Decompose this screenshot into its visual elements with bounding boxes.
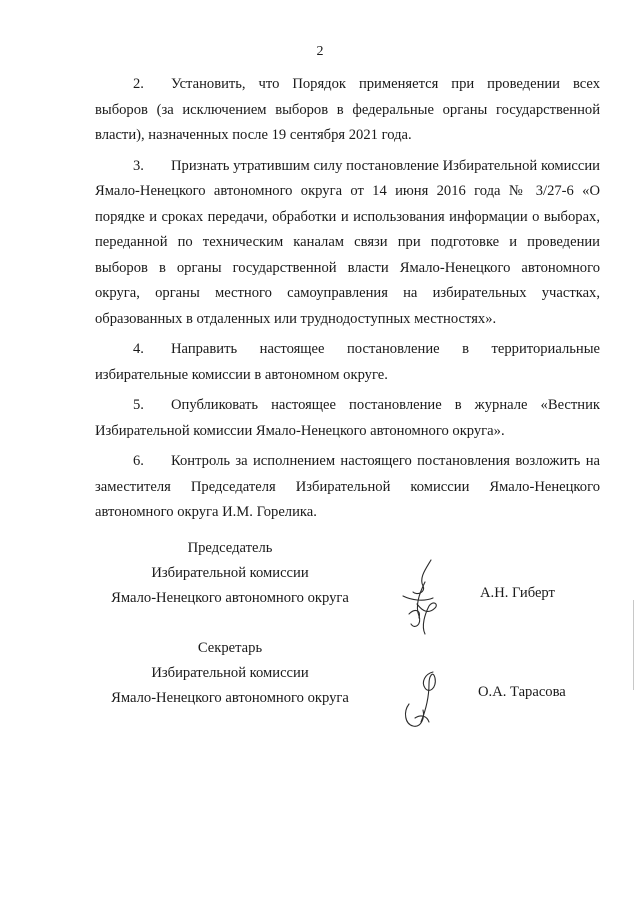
secretary-title-line1: Секретарь [197,640,263,656]
secretary-name: О.А. Тарасова [478,684,566,700]
paragraph-6 [95,449,600,526]
paragraph-text: Признать утратившим силу постановление Избирательной комиссии Ямало-Ненецкого автономного округа от 14 июня 2016 года № 3/27-6 «О порядке и сроках передачи, обработки и использования информации о выборах, переданной по техническим каналам связи при подготовке и проведении выборов в органы государственной власти Ямало-Ненецкого автономного округа, органы местного самоуправления на избирательных участках, образованных в отдаленных или труднодоступных местностях». [95,157,600,327]
secretary-title-line3: Ямало-Ненецкого автономного округа [111,690,349,706]
chairman-signature-icon [395,556,445,638]
secretary-title [95,636,365,711]
paragraph-text: Направить настоящее постановление в территориальные избирательные комиссии в автономном округе. [95,341,600,383]
chairman-title-line3: Ямало-Ненецкого автономного округа [111,590,349,606]
paragraph-2 [95,72,600,149]
chairman-title-line2: Избирательной комиссии [151,565,309,581]
paragraph-text: Контроль за исполнением настоящего постановления возложить на заместителя Председателя Избирательной комиссии Ямало-Ненецкого автономного округа И.М. Горелика. [95,453,600,520]
document-body [95,72,600,531]
paragraph-number: 6. [133,453,144,469]
paragraph-number: 4. [133,341,144,357]
page-number: 2 [316,44,324,59]
paragraph-4 [95,337,600,388]
paragraph-number: 2. [133,76,144,92]
paragraph-3 [95,154,600,333]
secretary-signature-icon [395,664,450,734]
chairman-title-line1: Председатель [187,540,273,556]
paragraph-number: 5. [133,397,144,413]
paragraph-text: Установить, что Порядок применяется при проведении всех выборов (за исключением выборов в федеральные органы государственной власти), назначенных после 19 сентября 2021 года. [95,76,600,143]
paragraph-5 [95,393,600,444]
chairman-title [95,536,365,611]
paragraph-number: 3. [133,157,144,174]
secretary-title-line2: Избирательной комиссии [151,665,309,681]
paragraph-text: Опубликовать настоящее постановление в журнале «Вестник Избирательной комиссии Ямало-Ненецкого автономного округа». [95,397,600,439]
chairman-name: А.Н. Гиберт [480,585,555,601]
scan-edge-line [633,600,634,690]
